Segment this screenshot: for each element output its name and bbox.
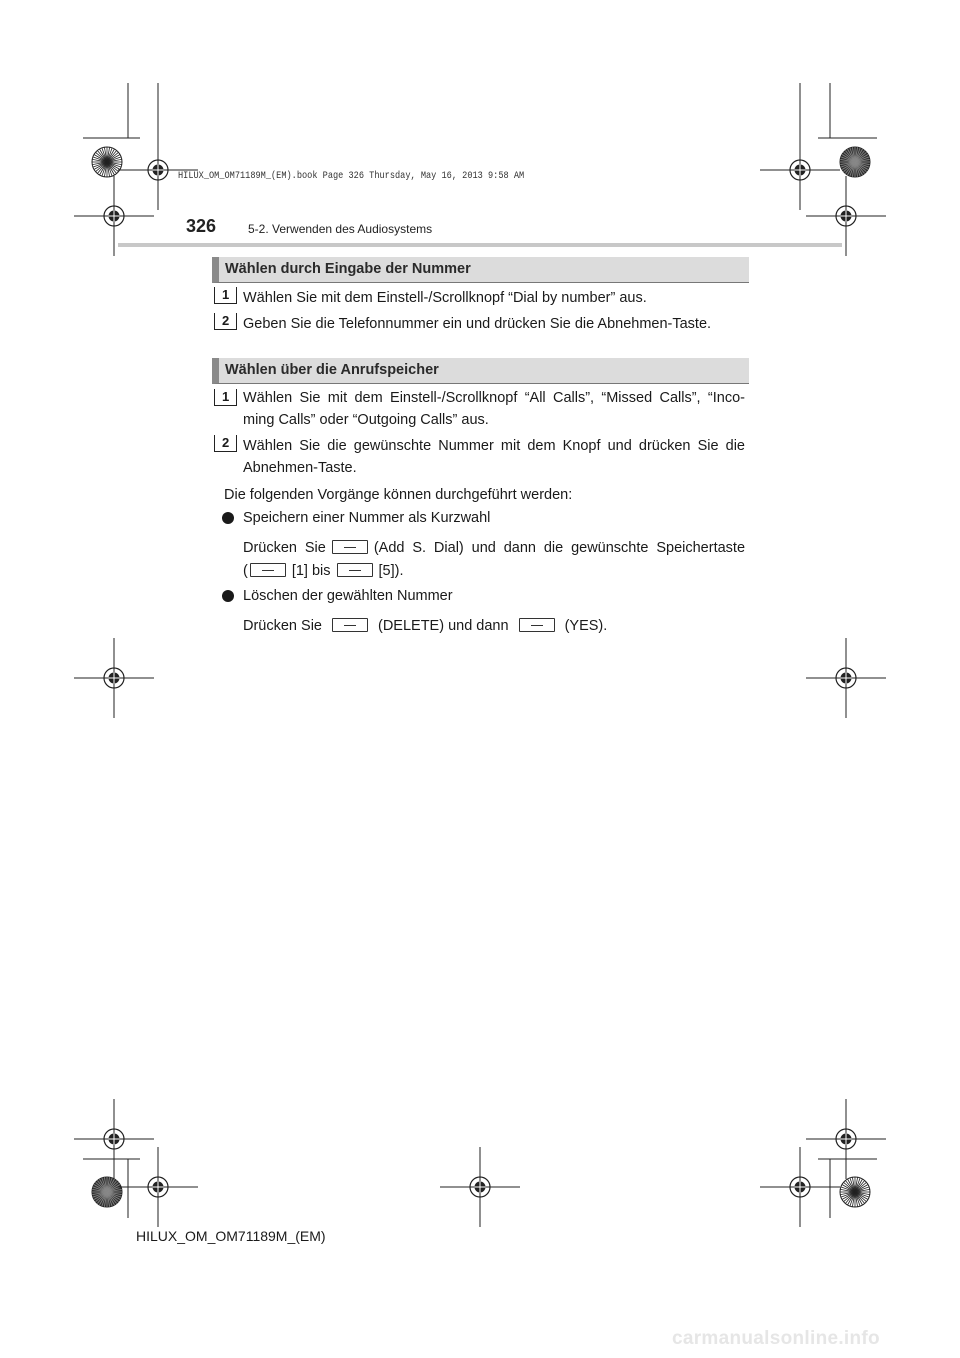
- section-title: Wählen durch Eingabe der Nummer: [225, 261, 471, 277]
- bullet-title: Speichern einer Nummer als Kurzwahl: [243, 510, 491, 526]
- bullet-icon: [222, 512, 234, 524]
- section-title-bar: [212, 358, 749, 384]
- step-text: Geben Sie die Telefonnummer ein und drücken Sie die Abnehmen-Taste.: [243, 316, 712, 332]
- instruction-line: Drücken Sie (Add S. Dial) und dann die gewünschte Speichertaste: [243, 540, 746, 556]
- section-title-bar: [212, 257, 749, 283]
- instruction-line: ( [1] bis [5]).: [243, 563, 404, 579]
- step-text-line: Wählen Sie die gewünschte Nummer mit dem Knopf und drücken Sie die: [243, 438, 745, 454]
- watermark: carmanualsonline.info: [672, 1328, 880, 1349]
- bullet-icon: [222, 590, 234, 602]
- section-title: Wählen über die Anrufspeicher: [225, 362, 439, 378]
- print-book-info: HILUX_OM_OM71189M_(EM).book Page 326 Thursday, May 16, 2013 9:58 AM: [178, 170, 525, 182]
- bullet-title: Löschen der gewählten Nummer: [243, 588, 453, 604]
- section-heading: 5-2. Verwenden des Audiosystems: [248, 222, 433, 236]
- button-icon: [337, 563, 373, 577]
- button-icon: [332, 540, 368, 554]
- instruction-line: Drücken Sie (DELETE) und dann (YES).: [243, 618, 608, 634]
- step-text-line: ming Calls” oder “Outgoing Calls” aus.: [243, 412, 489, 428]
- page-number: 326: [186, 216, 217, 236]
- header-divider: [118, 243, 842, 247]
- step-number-badge: 1: [214, 389, 236, 406]
- step-text: Wählen Sie mit dem Einstell-/Scrollknopf “Dial by number” aus.: [243, 290, 647, 306]
- step-text-line: Abnehmen-Taste.: [243, 460, 357, 476]
- footer-model-code: HILUX_OM_OM71189M_(EM): [136, 1228, 326, 1244]
- step-number-badge: 2: [214, 313, 236, 330]
- button-icon: [332, 618, 368, 632]
- operations-intro: Die folgenden Vorgänge können durchgeführt werden:: [224, 487, 573, 503]
- step-number-badge: 1: [214, 287, 236, 304]
- button-icon: [519, 618, 555, 632]
- step-text-line: Wählen Sie mit dem Einstell-/Scrollknopf “All Calls”, “Missed Calls”, “Inco-: [243, 390, 745, 406]
- button-icon: [250, 563, 286, 577]
- step-number-badge: 2: [214, 435, 236, 452]
